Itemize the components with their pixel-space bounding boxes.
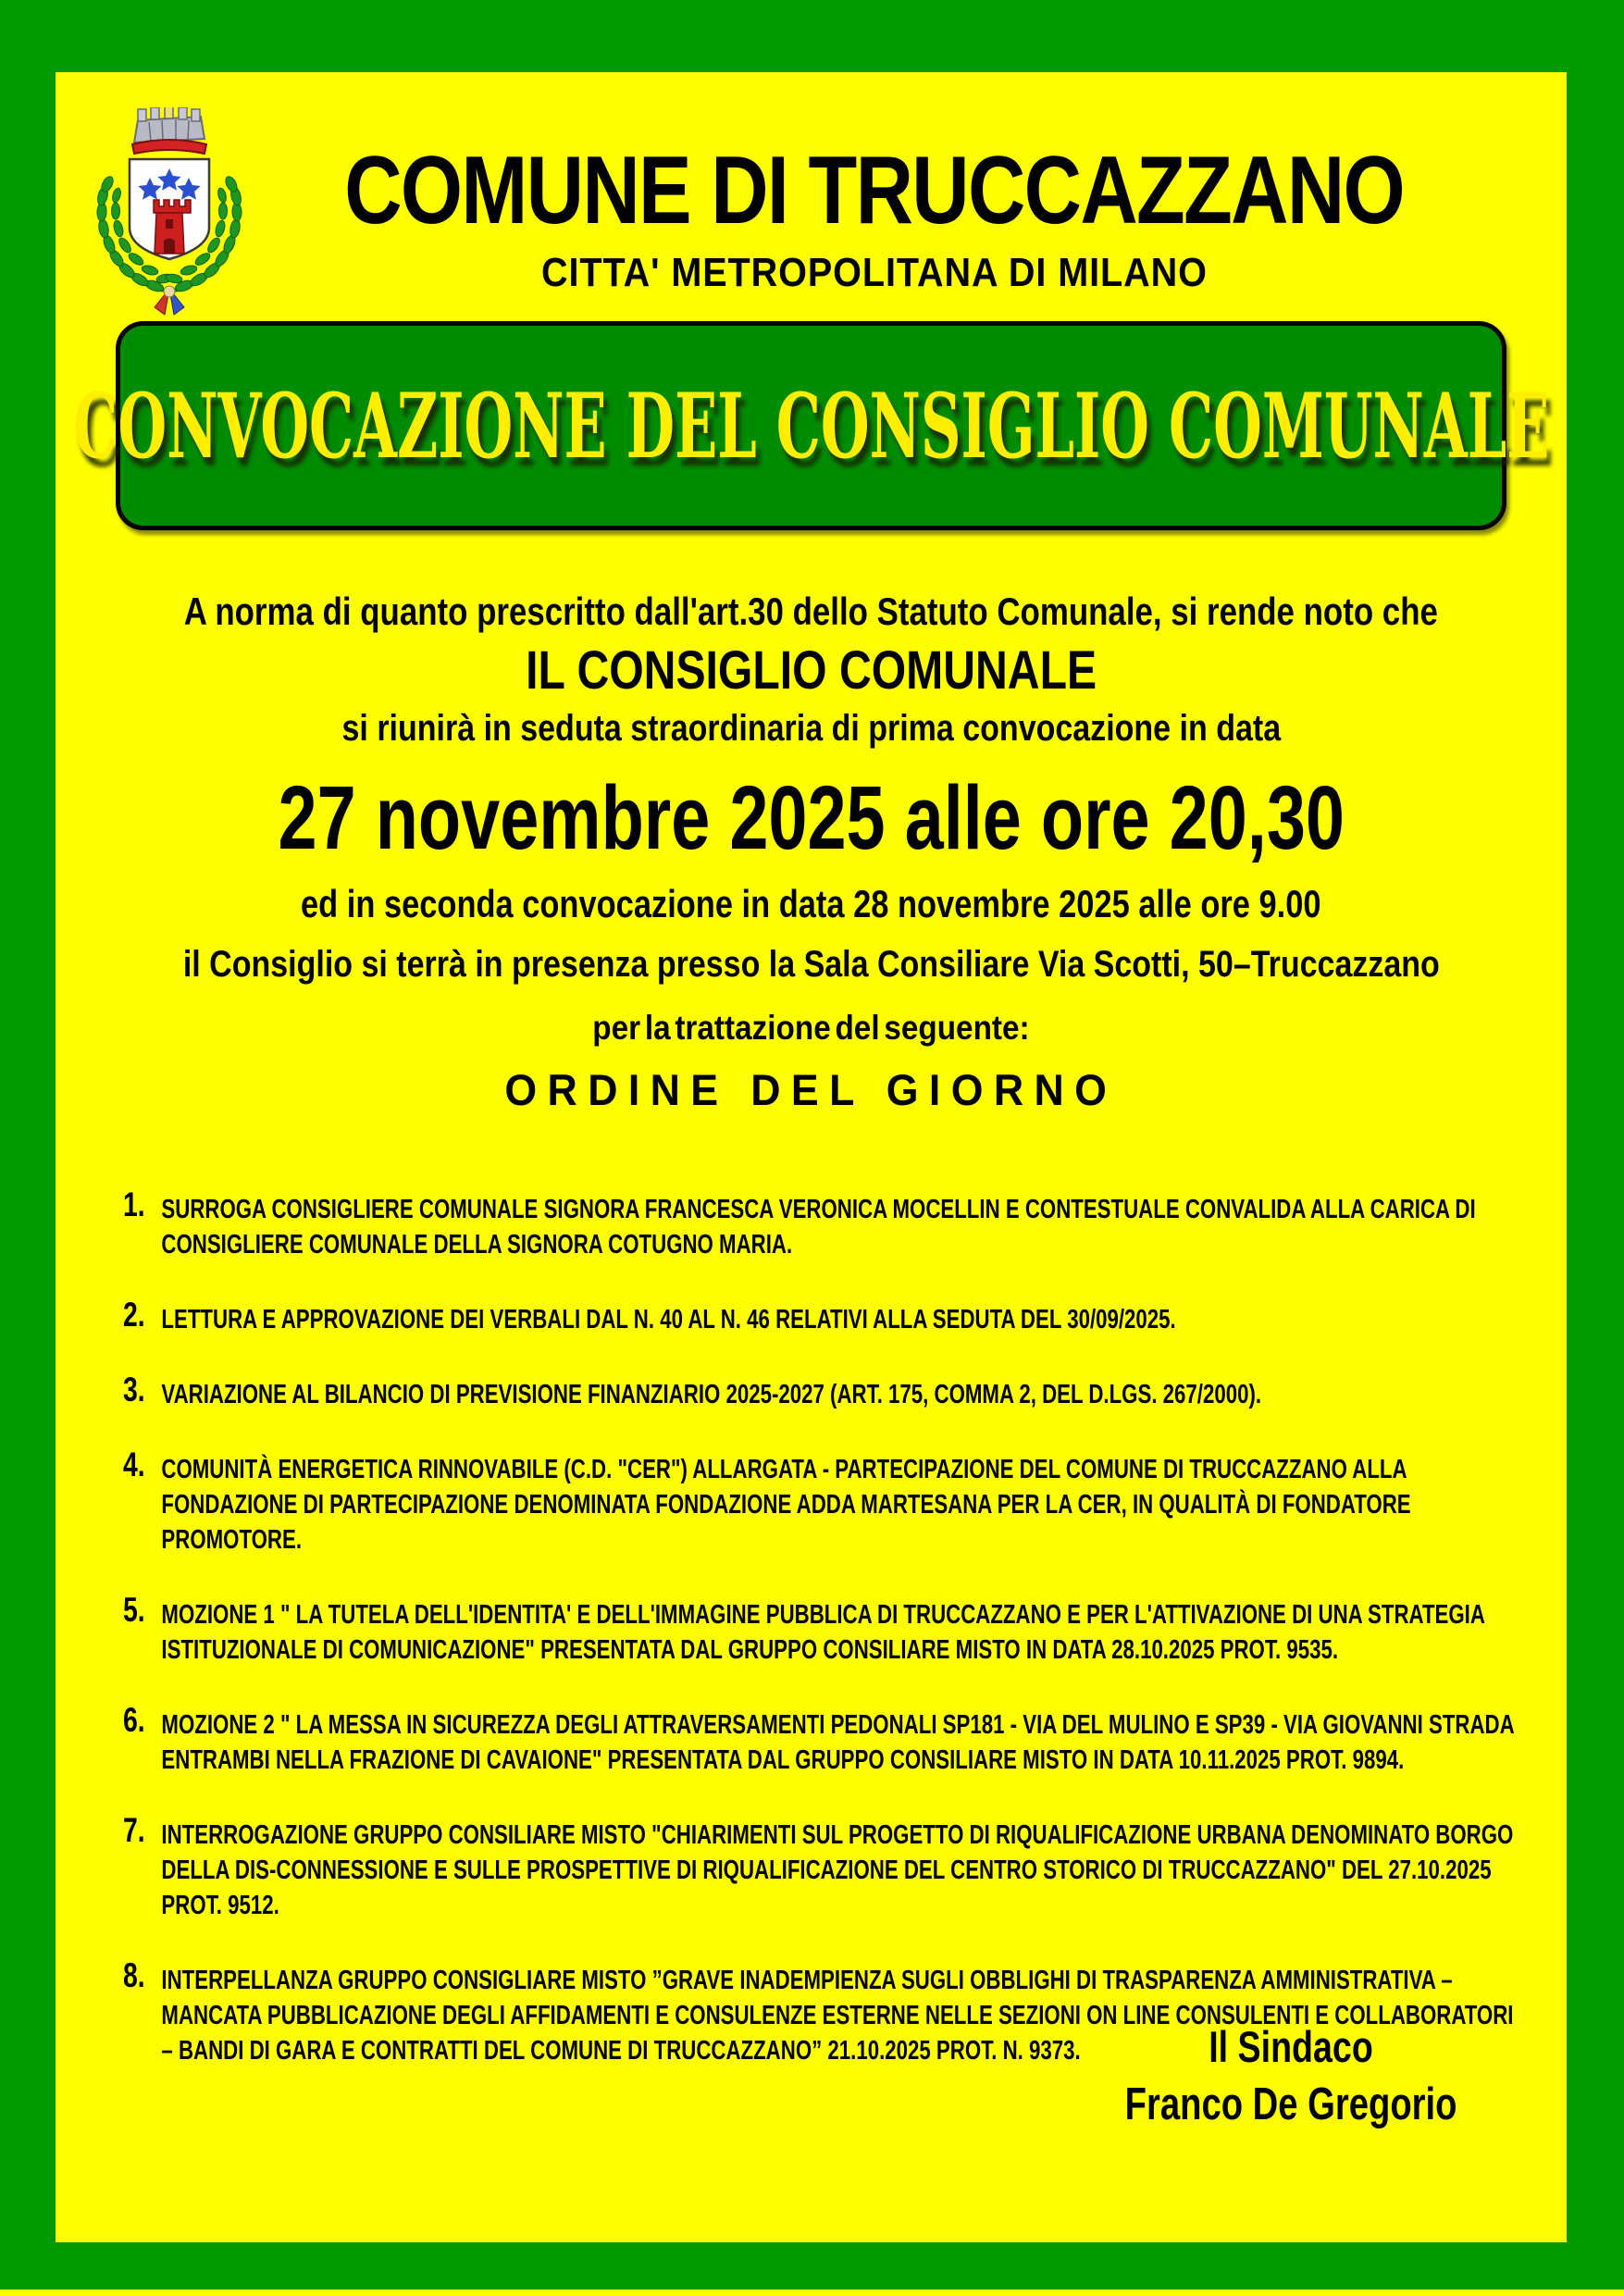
page-subtitle [236, 250, 1513, 296]
agenda-item-7 [123, 1813, 1514, 1923]
municipality-name: COMUNE DI TRUCCAZZANO [344, 137, 1405, 244]
agenda-item-text: VARIAZIONE AL BILANCIO DI PREVISIONE FINANZIARIO 2025-2027 (ART. 175, COMMA 2, DEL D.LGS. 267/2000). [161, 1380, 1262, 1409]
convocation-banner [73, 321, 1550, 530]
agenda-item-text: LETTURA E APPROVAZIONE DEI VERBALI DAL N. 40 AL N. 46 RELATIVI ALLA SEDUTA DEL 30/09/2025. [161, 1305, 1176, 1334]
agenda-item-5 [123, 1593, 1514, 1668]
agenda-item-text: MOZIONE 1 " LA TUTELA DELL'IDENTITA' E DELL'IMMAGINE PUBBLICA DI TRUCCAZZANO E PER L'ATTIVAZIONE DI UNA STRATEGIA ISTITUZIONALE DI COMUNICAZIONE" PRESENTATA DAL GRUPPO CONSILIARE MISTO IN DATA 28.10.2025 PROT. 9535. [161, 1600, 1485, 1665]
convocation-banner-title: CONVOCAZIONE DEL CONSIGLIO COMUNALE [73, 373, 1550, 478]
notice-intro-text: A norma di quanto prescritto dall'art.30 dello Statuto Comunale, si rende noto che [183, 590, 1439, 633]
notice-primary-date [56, 766, 1567, 870]
signature-name [1032, 2075, 1550, 2134]
agenda-item-text: INTERROGAZIONE GRUPPO CONSILIARE MISTO "CHIARIMENTI SUL PROGETTO DI RIQUALIFICAZIONE URBANA DENOMINATO BORGO DELLA DIS-CONNESSIONE E SULLE PROSPETTIVE DI RIQUALIFICAZIONE DEL CENTRO STORICO DI TRUCCAZZANO" DEL 27.10.2025 PROT. 9512. [161, 1820, 1514, 1920]
agenda-item-number: 1. [123, 1185, 145, 1223]
signature-name-text: Franco De Gregorio [1124, 2079, 1457, 2129]
notice-intro [56, 589, 1567, 635]
agenda-item-2 [123, 1297, 1514, 1337]
agenda-item-text: INTERPELLANZA GRUPPO CONSIGLIARE MISTO ”GRAVE INADEMPIENZA SUGLI OBBLIGHI DI TRASPARENZA AMMINISTRATIVA – MANCATA PUBBLICAZIONE DEGLI AFFIDAMENTI E CONSULENZE ESTERNE NELLE SEZIONI ON LINE CONSULENTI E COLLABORATORI – BANDI DI GARA E CONTRATTI DEL COMUNE DI TRUCCAZZANO” 21.10.2025 PROT. N. 9373. [161, 1966, 1514, 2066]
agenda-item-text: SURROGA CONSIGLIERE COMUNALE SIGNORA FRANCESCA VERONICA MOCELLIN E CONTESTUALE CONVALIDA ALLA CARICA DI CONSIGLIERE COMUNALE DELLA SIGNORA COTUGNO MARIA. [161, 1195, 1476, 1260]
agenda-item-number: 2. [123, 1296, 145, 1334]
agenda-item-text: MOZIONE 2 " LA MESSA IN SICUREZZA DEGLI ATTRAVERSAMENTI PEDONALI SP181 - VIA DEL MULINO E SP39 - VIA GIOVANNI STRADA ENTRAMBI NELLA FRAZIONE DI CAVAIONE" PRESENTATA DAL GRUPPO CONSILIARE MISTO IN DATA 10.11.2025 PROT. 9894. [161, 1710, 1514, 1775]
agenda-item-number: 8. [123, 1956, 145, 1994]
agenda-item-6 [123, 1703, 1514, 1778]
notice-lead-in [56, 1007, 1567, 1049]
mural-crown [132, 107, 206, 154]
page-title [236, 139, 1513, 242]
agenda-item-number: 5. [123, 1591, 145, 1629]
agenda-list [123, 1187, 1514, 2104]
notice-session-text: si riunirà in seduta straordinaria di prima convocazione in data [341, 708, 1281, 749]
agenda-item-1 [123, 1187, 1514, 1262]
agenda-title-text: ORDINE DEL GIORNO [504, 1065, 1118, 1114]
notice-subject [56, 640, 1567, 701]
agenda-item-3 [123, 1372, 1514, 1412]
notice-location-text: il Consiglio si terrà in presenza presso la Sala Consiliare Via Scotti, 50–Truccazzano [182, 944, 1440, 985]
metropolitan-city-label: CITTA' METROPOLITANA DI MILANO [541, 250, 1208, 295]
agenda-item-number: 6. [123, 1701, 145, 1739]
agenda-item-number: 4. [123, 1446, 145, 1483]
notice-second-call [56, 881, 1567, 927]
notice-subject-text: IL CONSIGLIO COMUNALE [526, 640, 1097, 701]
notice-session-line [56, 706, 1567, 751]
notice-lead-in-text: per la trattazione del seguente: [592, 1009, 1030, 1047]
agenda-item-4 [123, 1447, 1514, 1558]
signature-role [1032, 2019, 1550, 2075]
notice-primary-date-text: 27 novembre 2025 alle ore 20,30 [278, 767, 1345, 868]
bottom-edge-strip [0, 2290, 1624, 2296]
agenda-item-number: 3. [123, 1371, 145, 1409]
header [236, 139, 1513, 296]
notice-second-call-text: ed in seconda convocazione in data 28 novembre 2025 alle ore 9.00 [301, 882, 1321, 925]
agenda-item-number: 7. [123, 1811, 145, 1849]
notice-location [56, 942, 1567, 987]
signature-role-text: Il Sindaco [1209, 2022, 1373, 2071]
agenda-title [56, 1064, 1567, 1116]
agenda-item-text: COMUNITÀ ENERGETICA RINNOVABILE (C.D. "CER") ALLARGATA - PARTECIPAZIONE DEL COMUNE DI TRUCCAZZANO ALLA FONDAZIONE DI PARTECIPAZIONE DENOMINATA FONDAZIONE ADDA MARTESANA PER LA CER, IN QUALITÀ DI FONDATORE PROMOTORE. [161, 1455, 1411, 1555]
signature-block [1032, 2019, 1550, 2134]
shield [130, 159, 209, 259]
